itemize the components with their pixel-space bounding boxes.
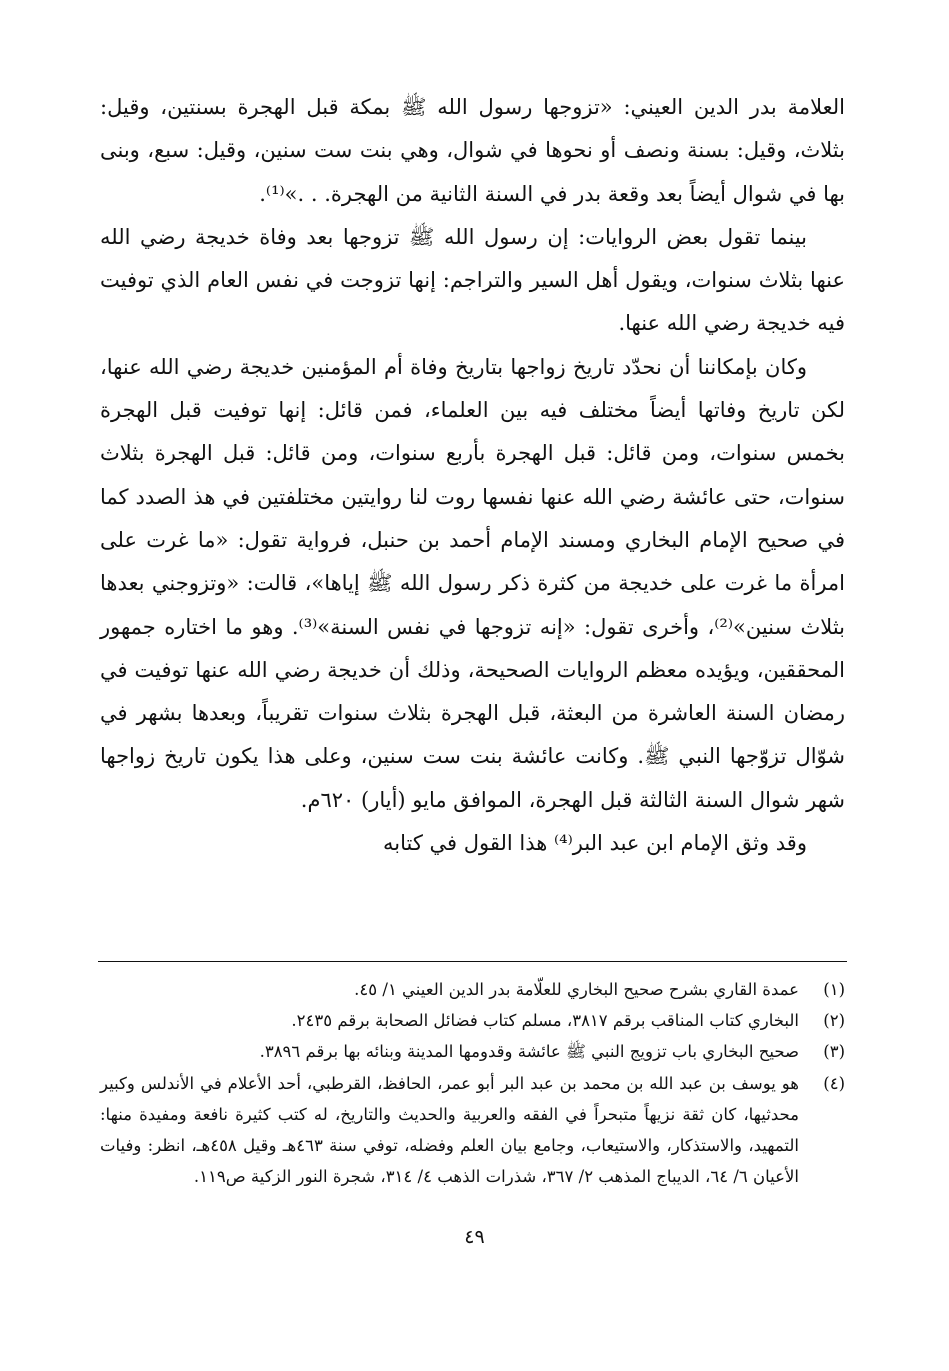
footnote-number: (٣) (823, 1042, 845, 1062)
paragraph: بينما تقول بعض الروايات: إن رسول الله ﷺ تزوجها بعد وفاة خديجة رضي الله عنها بثلاث سنوات، ويقول أهل السير والتراجم: إنها تزوجت في نفس العام الذي توفيت فيه خديجة رضي الله عنها. (100, 224, 845, 336)
footnote-text: هو يوسف بن عبد الله بن محمد بن عبد البر أبو عمر، الحافظ، القرطبي، أحد الأعلام في الأندلس وكبير محدثيها، كان ثقة نزيهاً متبحراً في الفقه والعربية والحديث والتاريخ، له كتب كثيرة نافعة ومفيدة منها: التمهيد، والاستذكار، والاستيعاب، وجامع بيان العلم وفضله، توفي سنة ٤٦٣هـ وقيل ٤٥٨هـ، انظر: وفيات الأعيان ٦/ ٦٤، الديباج المذهب ٢/ ٣٦٧، شذرات الذهب ٤/ ٣١٤، شجرة النور الزكية ص١١٩. (100, 1073, 800, 1187)
footnote-text: البخاري كتاب المناقب برقم ٣٨١٧، مسلم كتاب فضائل الصحابة برقم ٢٤٣٥. (291, 1011, 799, 1031)
footnote (100, 974, 845, 1005)
footnote-number: (٢) (823, 1011, 845, 1031)
page-number: ٤٩ (464, 1226, 485, 1248)
footnotes (100, 974, 845, 1192)
footnote-number: (٤) (823, 1073, 845, 1093)
footnote (100, 1068, 845, 1193)
main-text (100, 86, 845, 865)
footnote-number: (١) (823, 980, 845, 999)
footnote-text: صحيح البخاري باب تزويج النبي ﷺ عائشة وقدومها المدينة وبنائه بها برقم ٣٨٩٦. (259, 1042, 799, 1062)
footnote-divider (98, 961, 847, 962)
paragraph: العلامة بدر الدين العيني: «تزوجها رسول الله ﷺ بمكة قبل الهجرة بسنتين، وقيل: بثلاث، وقيل: بسنة ونصف أو نحوها في شوال، وهي بنت ست سنين، وقيل: سبع، وبنى بها في شوال أيضاً بعد وقعة بدر في السنة الثانية من الهجرة. . .»⁽¹⁾. (100, 95, 845, 206)
paragraph: وكان بإمكاننا أن نحدّد تاريخ زواجها بتاريخ وفاة أم المؤمنين خديجة رضي الله عنها، لكن تاريخ وفاتها أيضاً مختلف فيه بين العلماء، فمن قائل: إنها توفيت قبل الهجرة بخمس سنوات، ومن قائل: قبل الهجرة بأربع سنوات، ومن قائل: قبل الهجرة بثلاث سنوات، حتى عائشة رضي الله عنها نفسها روت لنا روايتين مختلفتين في هذ الصدد كما في صحيح الإمام البخاري ومسند الإمام أحمد بن حنبل، فرواية تقول: «ما غرت على امرأة ما غرت على خديجة من كثرة ذكر رسول الله ﷺ إياها»، قالت: «وتزوجني بعدها بثلاث سنين»⁽²⁾، وأخرى تقول: «إنه تزوجها في نفس السنة»⁽³⁾. وهو ما اختاره جمهور المحققين، ويؤيده معظم الروايات الصحيحة، وذلك أن خديجة رضي الله عنها توفيت في رمضان السنة العاشرة من البعثة، قبل الهجرة بثلاث سنوات تقريباً، وبعدها بشهر في شوّال تزوّجها النبي ﷺ. وكانت عائشة بنت ست سنين، وعلى هذا يكون تاريخ زواجها شهر شوال السنة الثالثة قبل الهجرة، الموافق مايو (أيار) ٦٢٠م. (100, 354, 846, 812)
footnote-text: عمدة القاري بشرح صحيح البخاري للعلّامة بدر الدين العيني ١/ ٤٥. (354, 980, 799, 999)
paragraph: وقد وثق الإمام ابن عبد البر⁽⁴⁾ هذا القول في كتابه (383, 831, 807, 856)
footnote (100, 1036, 845, 1067)
footnote (100, 1005, 845, 1036)
